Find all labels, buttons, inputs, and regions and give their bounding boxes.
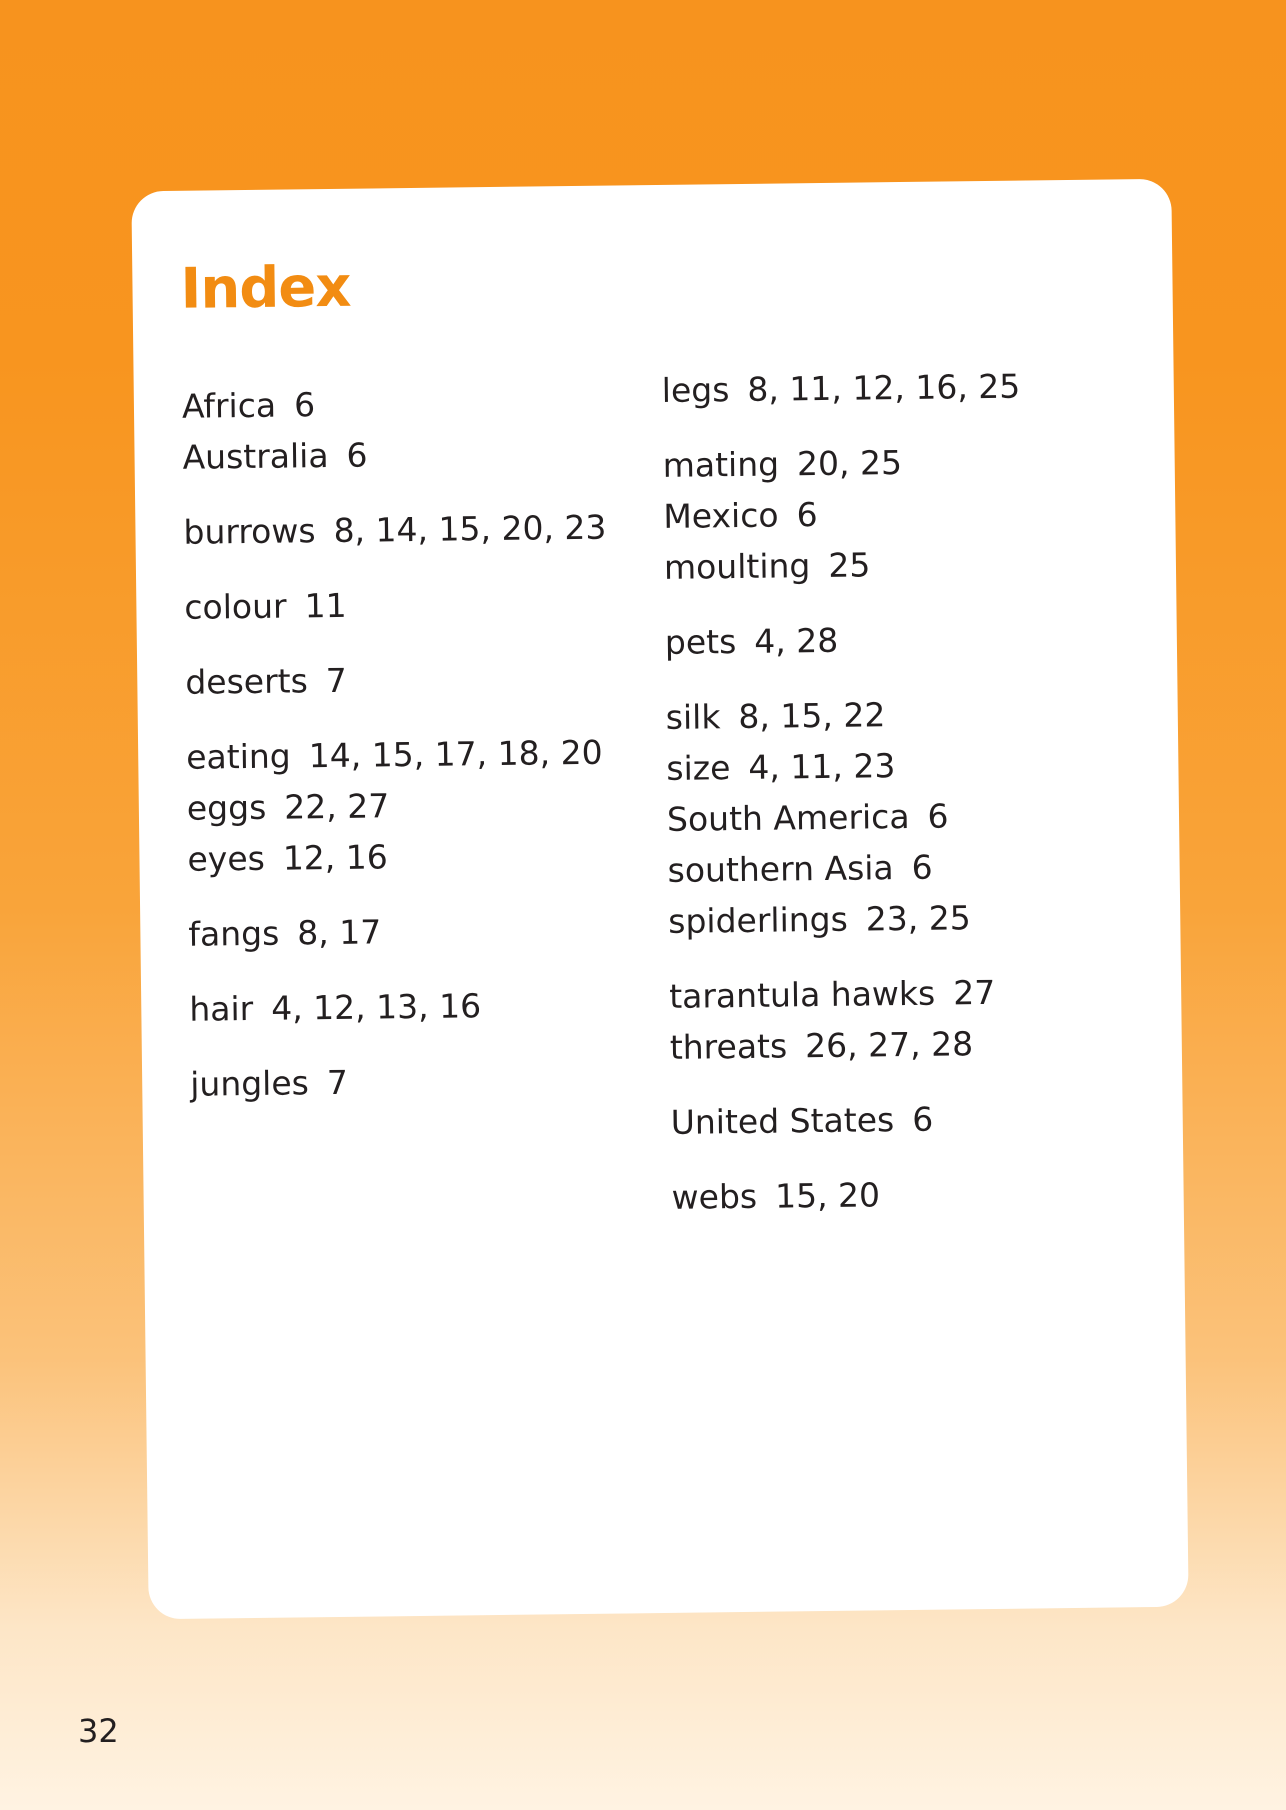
index-pages: 4, 28 xyxy=(754,620,839,661)
index-term: South America xyxy=(666,796,910,839)
index-entry xyxy=(187,828,658,885)
index-term: eating xyxy=(185,736,291,777)
index-pages: 6 xyxy=(293,385,316,425)
index-term: Australia xyxy=(182,436,329,477)
index-entry xyxy=(667,788,1138,845)
index-pages: 15, 20 xyxy=(774,1175,881,1216)
index-term: silk xyxy=(665,697,721,737)
index-entry xyxy=(186,726,657,783)
index-pages: 8, 11, 12, 16, 25 xyxy=(747,366,1021,409)
index-group xyxy=(665,686,1138,947)
index-entry xyxy=(187,777,658,834)
index-entry xyxy=(184,576,655,633)
index-pages: 4, 11, 23 xyxy=(748,746,896,787)
index-pages: 6 xyxy=(796,495,818,535)
index-pages: 11 xyxy=(304,585,347,626)
index-entry xyxy=(183,501,654,558)
index-entry xyxy=(182,426,653,483)
index-entry xyxy=(188,903,659,960)
index-entry xyxy=(667,839,1138,896)
index-entry xyxy=(670,1016,1141,1073)
index-pages: 6 xyxy=(911,847,933,887)
index-group xyxy=(661,359,1132,416)
index-entry xyxy=(666,737,1137,794)
index-term: legs xyxy=(661,370,730,410)
index-pages: 20, 25 xyxy=(796,443,903,484)
index-pages: 14, 15, 17, 18, 20 xyxy=(308,732,603,776)
index-entry xyxy=(668,890,1139,947)
index-term: jungles xyxy=(189,1063,310,1104)
index-group xyxy=(183,501,654,558)
index-entry xyxy=(670,1091,1141,1148)
index-term: southern Asia xyxy=(667,848,894,890)
index-term: pets xyxy=(664,622,737,662)
index-pages: 8, 14, 15, 20, 23 xyxy=(333,507,607,550)
index-column-left xyxy=(182,375,661,1134)
index-group xyxy=(188,903,659,960)
index-group xyxy=(670,1091,1141,1148)
index-entry xyxy=(182,375,653,432)
index-entry xyxy=(190,1053,661,1110)
index-card xyxy=(131,179,1188,1620)
index-entry xyxy=(664,536,1135,593)
index-pages: 6 xyxy=(346,435,368,475)
index-term: fangs xyxy=(188,913,280,954)
index-pages: 26, 27, 28 xyxy=(804,1024,974,1066)
index-entry xyxy=(662,434,1133,491)
index-term: deserts xyxy=(185,661,308,702)
index-entry xyxy=(669,965,1140,1022)
index-term: hair xyxy=(189,988,254,1029)
index-pages: 6 xyxy=(911,1099,934,1139)
index-term: colour xyxy=(184,586,287,627)
index-entry xyxy=(185,651,656,708)
index-entry xyxy=(661,359,1132,416)
index-entry xyxy=(671,1166,1142,1223)
index-term: Africa xyxy=(181,385,277,426)
index-term: mating xyxy=(662,444,780,485)
index-pages: 7 xyxy=(325,660,347,701)
index-pages: 8, 17 xyxy=(297,912,382,953)
index-entry xyxy=(189,978,660,1035)
index-group xyxy=(182,375,653,483)
index-term: burrows xyxy=(183,511,316,552)
index-term: threats xyxy=(669,1026,788,1067)
index-term: webs xyxy=(671,1176,758,1217)
index-pages: 22, 27 xyxy=(284,786,390,827)
index-group xyxy=(190,1053,661,1110)
index-pages: 23, 25 xyxy=(865,898,971,939)
index-group xyxy=(185,651,656,708)
index-entry xyxy=(663,485,1134,542)
page-title: Index xyxy=(180,254,351,322)
index-group xyxy=(662,434,1134,593)
index-pages: 7 xyxy=(326,1062,349,1103)
index-group xyxy=(184,576,655,633)
index-group xyxy=(189,978,660,1035)
index-term: spiderlings xyxy=(668,899,849,941)
index-pages: 8, 15, 22 xyxy=(738,695,886,737)
index-pages: 27 xyxy=(952,972,996,1013)
index-pages: 4, 12, 13, 16 xyxy=(270,986,482,1028)
index-group xyxy=(186,726,658,885)
index-term: size xyxy=(666,748,731,788)
page-number: 32 xyxy=(78,1712,119,1750)
index-pages: 25 xyxy=(828,545,871,585)
index-term: tarantula hawks xyxy=(668,973,936,1016)
index-term: United States xyxy=(670,1100,895,1142)
index-term: eyes xyxy=(187,838,266,879)
index-column-right xyxy=(661,359,1142,1247)
index-entry xyxy=(665,611,1136,668)
index-pages: 6 xyxy=(927,796,949,836)
index-group xyxy=(669,965,1140,1073)
index-group xyxy=(665,611,1136,668)
index-term: Mexico xyxy=(663,495,779,536)
index-term: moulting xyxy=(663,546,811,587)
index-term: eggs xyxy=(186,787,267,828)
index-pages: 12, 16 xyxy=(282,837,388,878)
index-group xyxy=(671,1166,1142,1223)
index-entry xyxy=(665,686,1136,743)
